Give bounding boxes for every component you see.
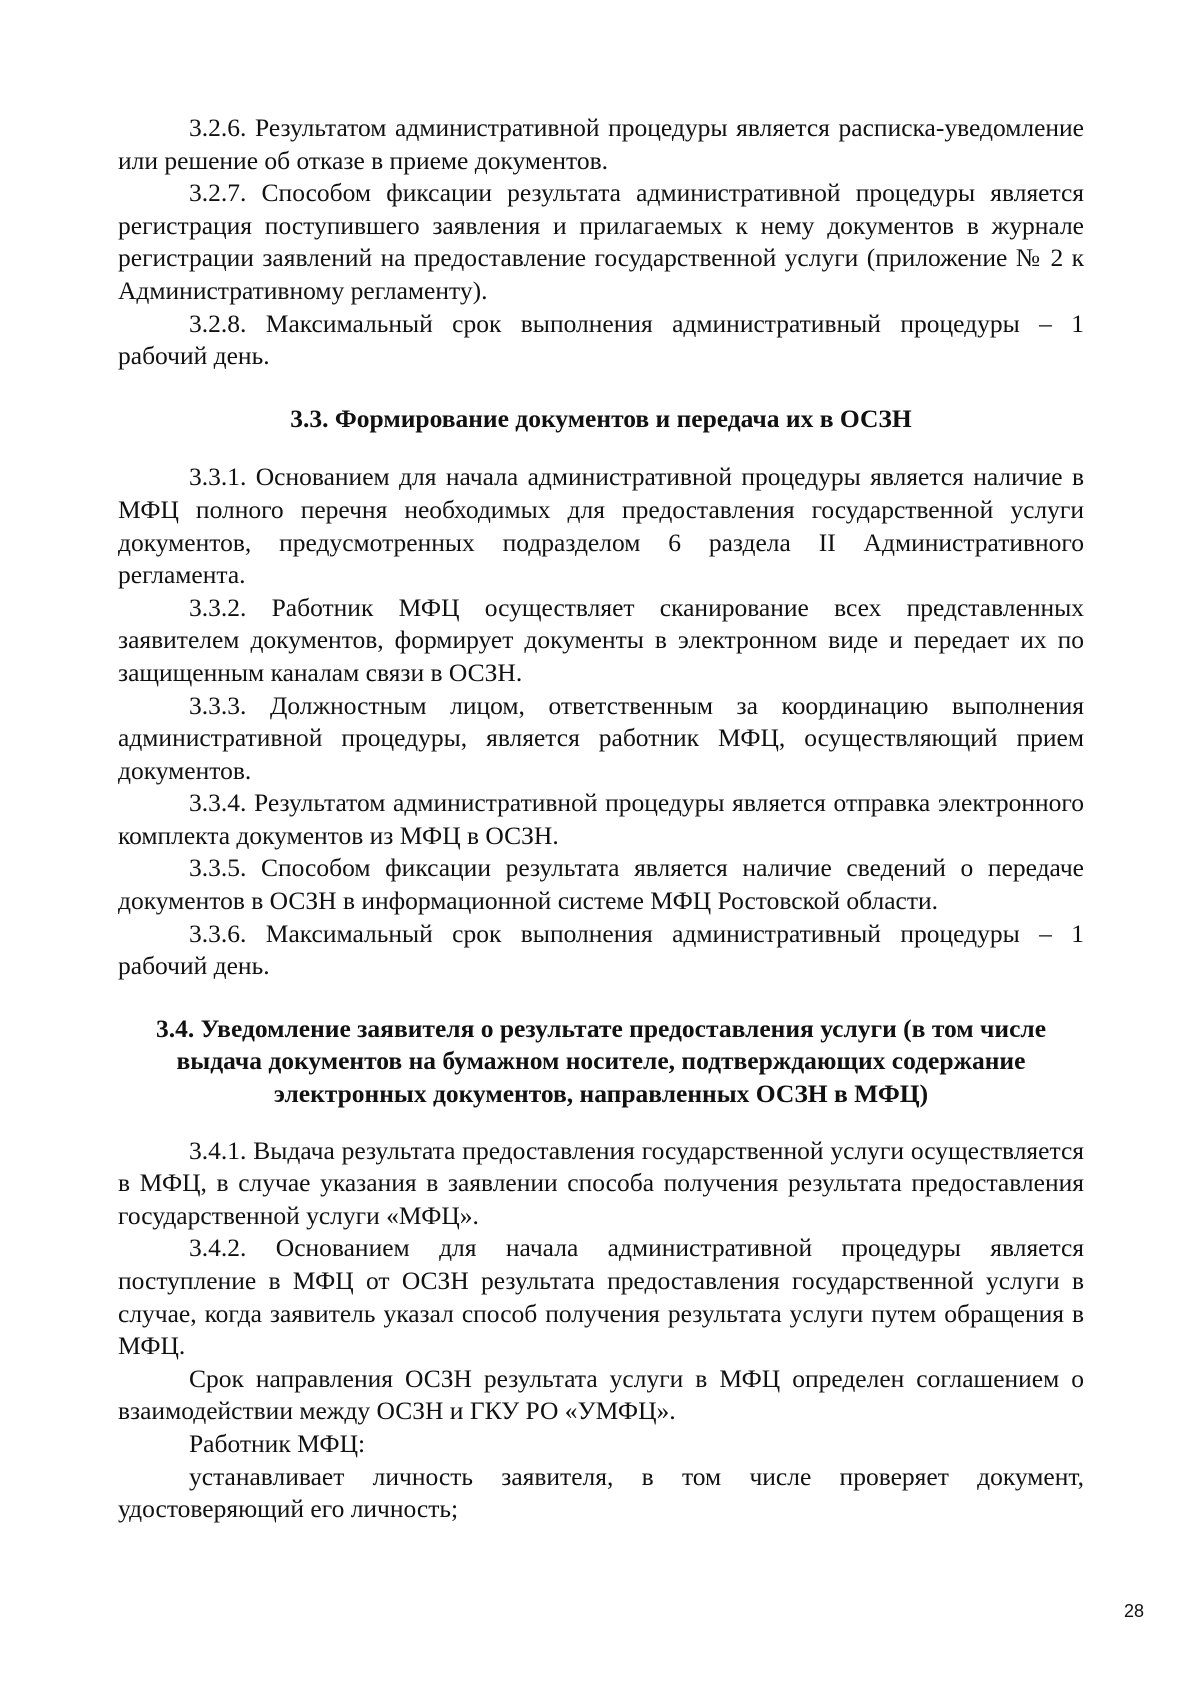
paragraph-3-3-1: 3.3.1. Основанием для начала административной процедуры является наличие в МФЦ полного перечня необходимых для предоставления государственной услуги документов, предусмотренных подразделом 6 раздела II Административного регламента. (118, 462, 1084, 590)
section-3-4-heading: 3.4. Уведомление заявителя о результате предоставления услуги (в том числе выдача документов на бумажном носителе, подтверждающих содержание электронных документов, направленных ОСЗН в МФЦ) (155, 1013, 1047, 1109)
paragraph-3-2-7: 3.2.7. Способом фиксации результата административной процедуры является регистрация поступившего заявления и прилагаемых к нему документов в журнале регистрации заявлений на предоставление государственной услуги (приложение № 2 к Административному регламенту). (118, 178, 1084, 305)
page-number: 28 (1124, 1601, 1145, 1621)
paragraph-worker: Работник МФЦ: (189, 1428, 366, 1458)
paragraph-deadline: Срок направления ОСЗН результата услуги в МФЦ определен соглашением о взаимодействии между ОСЗН и ГКУ РО «УМФЦ». (118, 1363, 1084, 1426)
paragraph-3-3-5: 3.3.5. Способом фиксации результата является наличие сведений о передаче документов в ОСЗН в информационной системе МФЦ Ростовской области. (118, 853, 1084, 916)
paragraph-3-3-6: 3.3.6. Максимальный срок выполнения административный процедуры – 1 рабочий день. (118, 918, 1084, 981)
paragraph-3-4-2: 3.4.2. Основанием для начала административной процедуры является поступление в МФЦ от ОСЗН результата предоставления государственной услуги в случае, когда заявитель указал способ получения результата услуги путем обращения в МФЦ. (118, 1233, 1084, 1361)
paragraph-3-3-3: 3.3.3. Должностным лицом, ответственным за координацию выполнения административной процедуры, является работник МФЦ, осуществляющий прием документов. (118, 690, 1084, 785)
paragraph-3-2-8: 3.2.8. Максимальный срок выполнения административный процедуры – 1 рабочий день. (118, 308, 1084, 371)
paragraph-3-3-4: 3.3.4. Результатом административной процедуры является отправка электронного комплекта документов из МФЦ в ОСЗН. (118, 788, 1084, 850)
paragraph-3-3-2: 3.3.2. Работник МФЦ осуществляет сканирование всех представленных заявителем документов, формирует документы в электронном виде и передает их по защищенным каналам связи в ОСЗН. (118, 592, 1084, 687)
paragraph-3-4-1: 3.4.1. Выдача результата предоставления государственной услуги осуществляется в МФЦ, в случае указания в заявлении способа получения результата предоставления государственной услуги «МФЦ». (118, 1135, 1084, 1230)
section-3-3-heading: 3.3. Формирование документов и передача их в ОСЗН (290, 403, 912, 433)
paragraph-3-2-6: 3.2.6. Результатом административной процедуры является расписка-уведомление или решение об отказе в приеме документов. (118, 113, 1084, 175)
paragraph-identity: устанавливает личность заявителя, в том числе проверяет документ, удостоверяющий его личность; (118, 1461, 1084, 1524)
page-body (118, 112, 1084, 1526)
